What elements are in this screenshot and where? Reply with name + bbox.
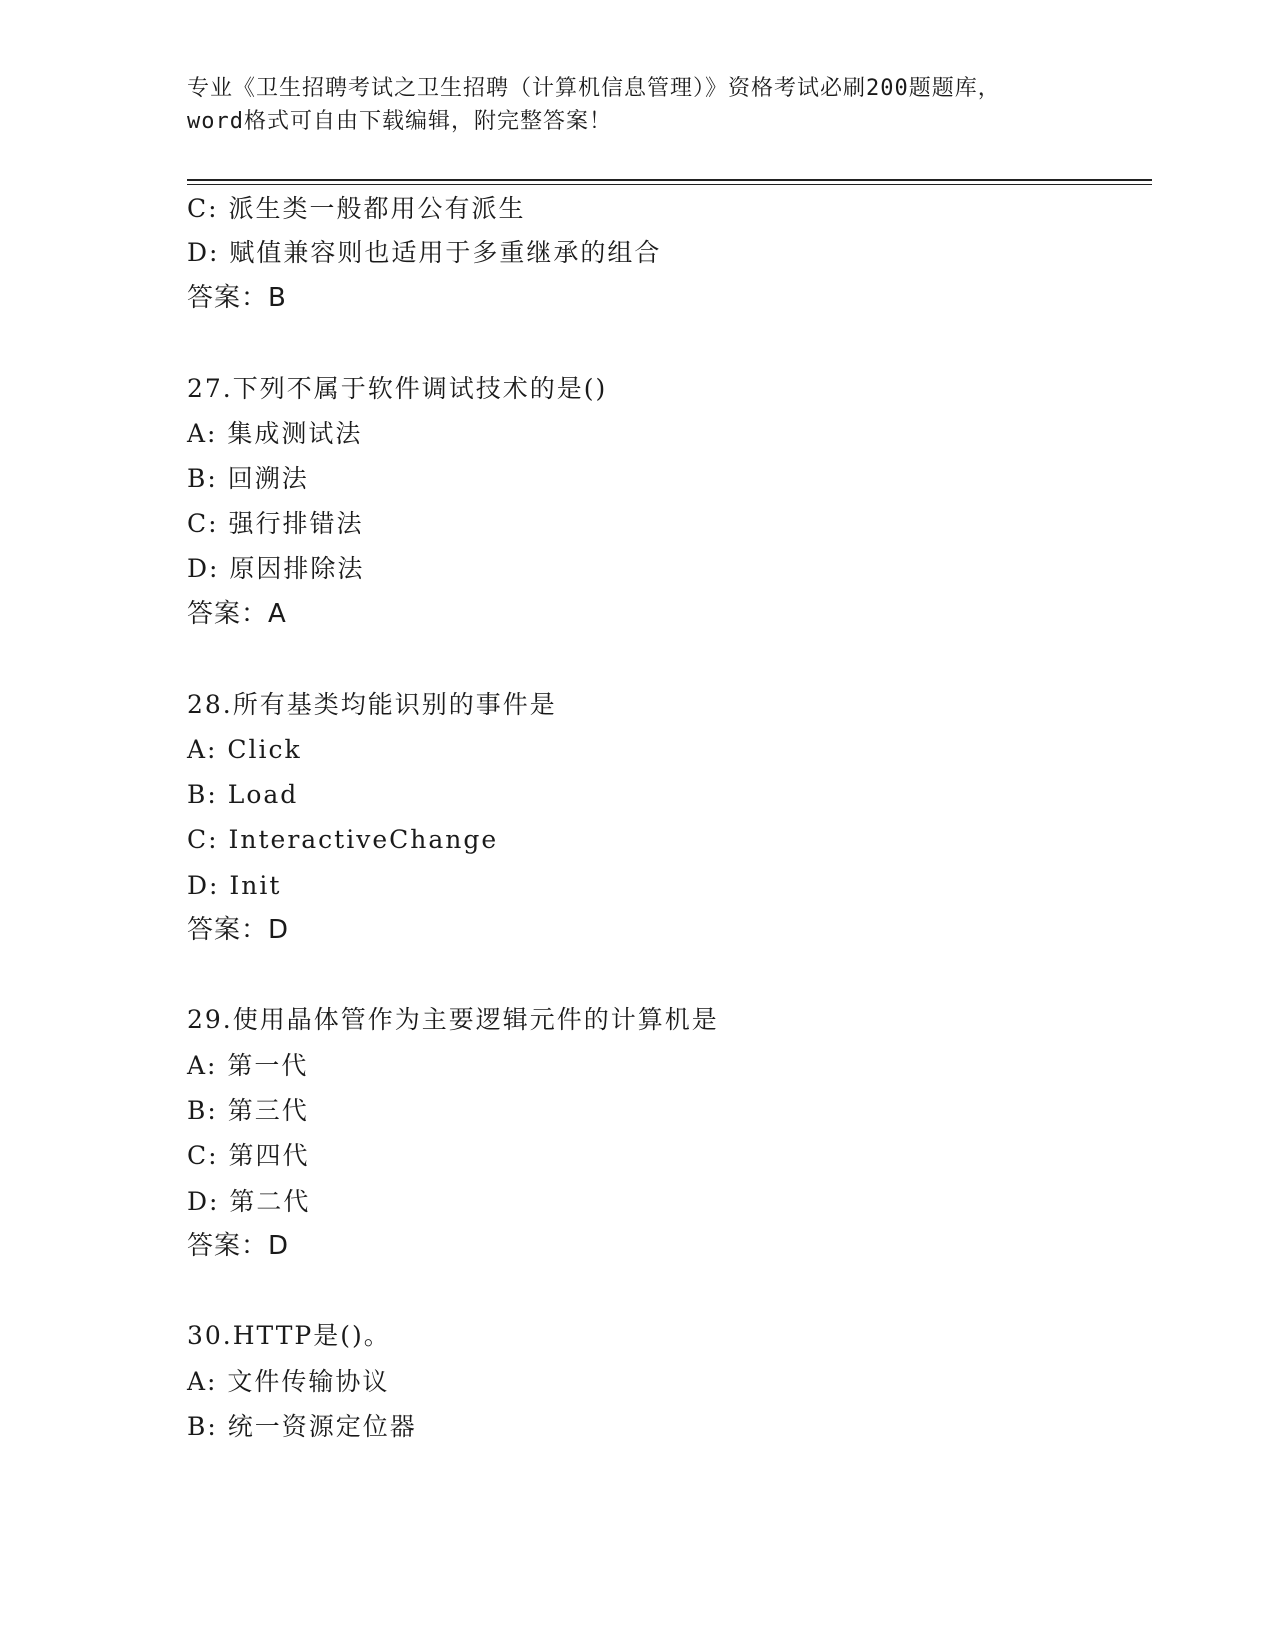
- q29-answer: 答案：D: [187, 1231, 290, 1261]
- document-header: [187, 72, 1087, 138]
- q26-option-c: C: 派生类一般都用公有派生: [187, 194, 526, 223]
- q30-option-b: B: 统一资源定位器: [187, 1412, 417, 1441]
- q28-option-b: B: Load: [187, 780, 299, 809]
- q29-option-b: B: 第三代: [187, 1096, 309, 1125]
- q29-option-d: D: 第二代: [187, 1187, 311, 1216]
- q28-option-c: C: InteractiveChange: [187, 825, 499, 854]
- q27-option-b: B: 回溯法: [187, 464, 309, 493]
- header-line-1: 专业《卫生招聘考试之卫生招聘（计算机信息管理）》资格考试必刷200题题库，: [187, 76, 1001, 101]
- header-divider-thin: [187, 184, 1152, 185]
- q29-question: 29.使用晶体管作为主要逻辑元件的计算机是: [187, 1005, 719, 1034]
- q27-answer: 答案：A: [187, 599, 287, 629]
- q30-option-a: A: 文件传输协议: [187, 1367, 390, 1396]
- header-line-2: word格式可自由下载编辑，附完整答案！: [187, 109, 612, 134]
- q27-question: 27.下列不属于软件调试技术的是(): [187, 374, 608, 403]
- q28-question: 28.所有基类均能识别的事件是: [187, 690, 557, 719]
- q26-answer: 答案：B: [187, 283, 287, 313]
- q27-option-d: D: 原因排除法: [187, 554, 365, 583]
- q28-option-d: D: Init: [187, 871, 282, 900]
- q27-option-c: C: 强行排错法: [187, 509, 364, 538]
- q27-option-a: A: 集成测试法: [187, 419, 363, 448]
- q30-question: 30.HTTP是()。: [187, 1321, 391, 1350]
- q26-option-d: D: 赋值兼容则也适用于多重继承的组合: [187, 238, 662, 267]
- q29-option-a: A: 第一代: [187, 1051, 309, 1080]
- header-divider-thick: [187, 179, 1152, 181]
- q28-answer: 答案：D: [187, 915, 290, 945]
- q29-option-c: C: 第四代: [187, 1141, 310, 1170]
- q28-option-a: A: Click: [187, 735, 302, 764]
